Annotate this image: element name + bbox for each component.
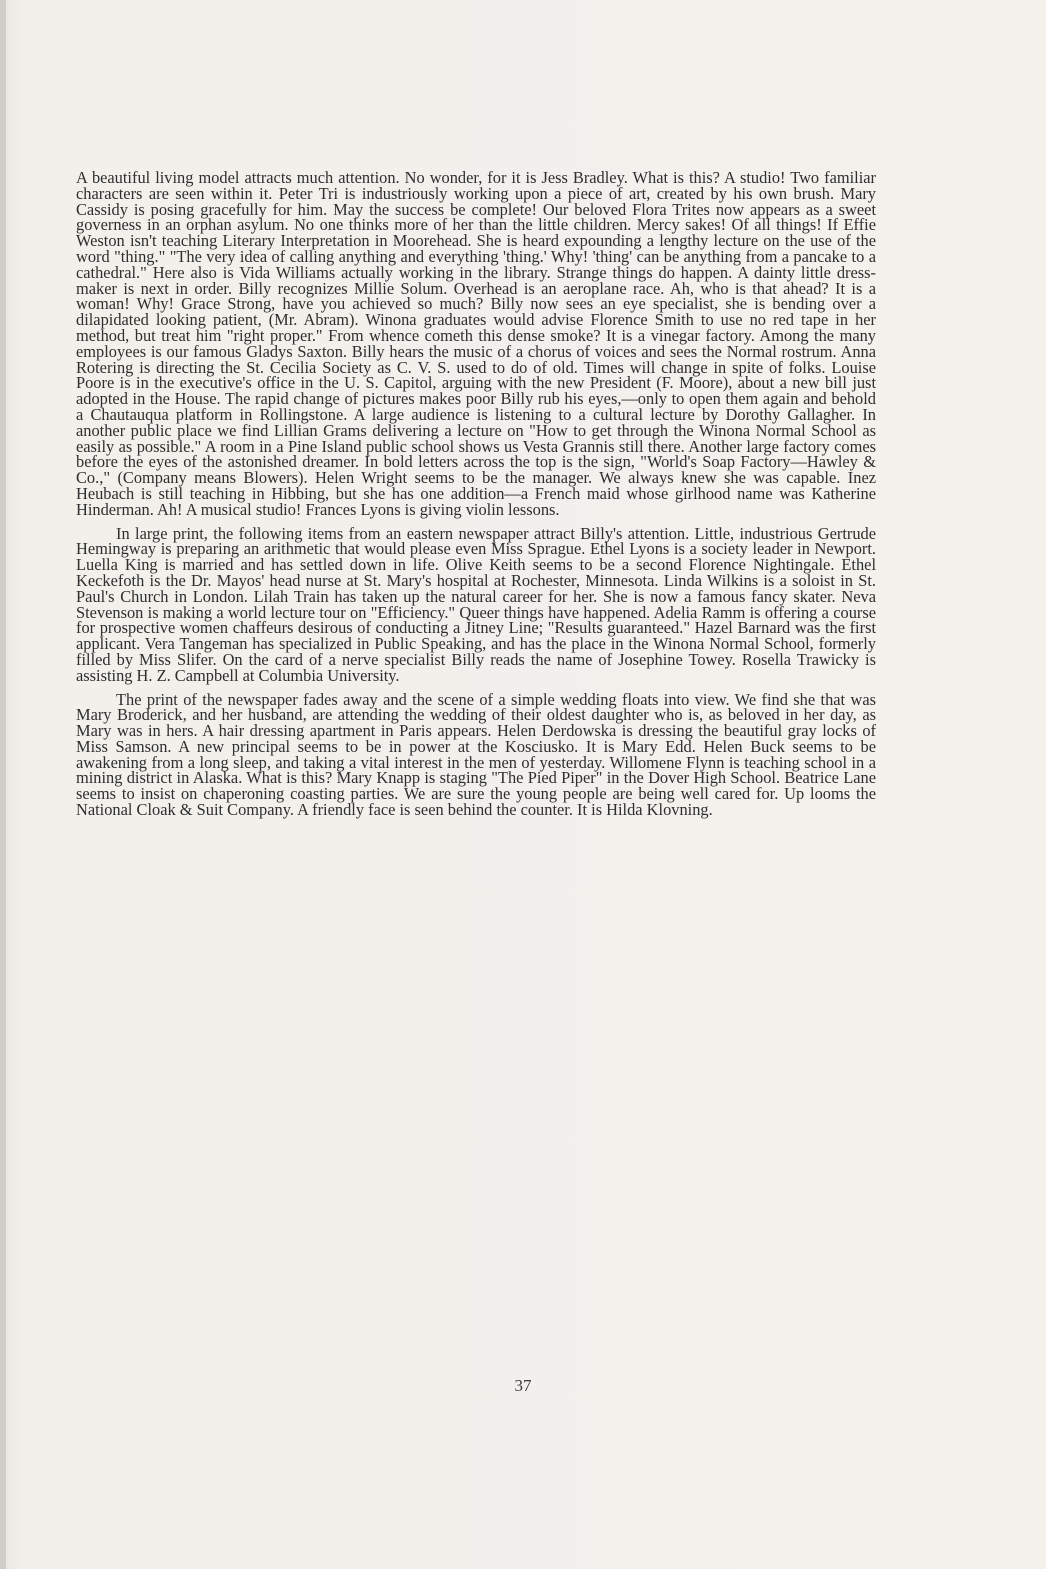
paragraph-2: In large print, the following items from an eastern newspaper attract Billy's attention. Little, industrious Gertrude Hemingway is preparing an arithmetic that would please even Miss Sprague. Ethel Lyons is a society leader in Newport. Luella King is married and has settled down in life. Olive Keith seems to be a second Florence Nightingale. Ethel Keckefoth is the Dr. Mayos' head nurse at St. Mary's hospital at Rochester, Minnesota. Linda Wilkins is a soloist in St. Paul's Church in London. Lilah Train has taken up the natural career for her. She is now a famous fancy skater. Neva Stevenson is making a world lecture tour on "Efficiency." Queer things have happened. Adelia Ramm is offering a course for prospective women chaffeurs desirous of conducting a Jitney Line; "Results guaranteed." Hazel Barnard was the first applicant. Vera Tangeman has specialized in Public Speaking, and has the place in the Winona Normal School, formerly filled by Miss Slifer. On the card of a nerve specialist Billy reads the name of Josephine Towey. Rosella Trawicky is assisting H. Z. Campbell at Columbia University.: [76, 523, 876, 685]
page-binding-edge: [0, 0, 6, 1569]
paragraph-3: The print of the newspaper fades away and the scene of a simple wedding floats into view. We find she that was Mary Broderick, and her husband, are attending the wedding of their oldest daughter who is, as beloved in her day, as Mary was in hers. A hair dressing apartment in Paris appears. Helen Derdowska is dressing the beautiful gray locks of Miss Samson. A new principal seems to be in power at the Kosciusko. It is Mary Edd. Helen Buck seems to be awakening from a long sleep, and taking a vital interest in the men of yesterday. Willomene Flynn is teaching school in a mining district in Alaska. What is this? Mary Knapp is staging "The Pied Piper" in the Dover High School. Beatrice Lane seems to insist on chaperoning coasting parties. We are sure the young people are being well cared for. Up looms the National Cloak & Suit Company. A friendly face is seen behind the counter. It is Hilda Klovning.: [76, 689, 876, 820]
paragraph-1: A beautiful living model attracts much attention. No wonder, for it is Jess Bradley. What is this? A studio! Two familiar characters are seen within it. Peter Tri is industriously working upon a piece of art, created by his own brush. Mary Cassidy is posing gracefully for him. May the success be complete! Our beloved Flora Trites now appears as a sweet governess in an orphan asylum. No one thinks more of her than the little children. Mercy sakes! Of all things! If Effie Weston isn't teaching Literary Interpretation in Moorehead. She is heard expounding a lengthy lecture on the use of the word "thing." "The very idea of calling anything and everything 'thing.' Why! 'thing' can be anything from a pancake to a cathedral." Here also is Vida Williams actually working in the library. Strange things do happen. A dainty little dress-maker is next in order. Billy recognizes Millie Solum. Overhead is an aeroplane race. Ah, who is that ahead? It is a woman! Why! Grace Strong, have you achieved so much? Billy now sees an eye specialist, she is bending over a dilapidated looking patient, (Mr. Abram). Winona graduates would advise Florence Smith to use no red tape in her method, but treat him "right proper." From whence cometh this dense smoke? It is a vinegar factory. Among the many employees is our famous Gladys Saxton. Billy hears the music of a chorus of voices and sees the Normal rostrum. Anna Rotering is directing the St. Cecilia Society as C. V. S. used to do of old. Times will change in spite of folks. Louise Poore is in the executive's office in the U. S. Capitol, arguing with the new President (F. Moore), about a new bill just adopted in the House. The rapid change of pictures makes poor Billy rub his eyes,—only to open them again and behold a Chautauqua platform in Rollingstone. A large audience is listening to a cultural lecture by Dorothy Gallagher. In another public place we find Lillian Grams delivering a lecture on "How to get through the Winona Normal School as easily as possible." A room in a Pine Island public school shows us Vesta Grannis still there. Another large factory comes before the eyes of the astonished dreamer. In bold letters across the top is the sign, "World's Soap Factory—Hawley & Co.," (Company means Blowers). Helen Wright seems to be the manager. We always knew she was capable. Inez Heubach is still teaching in Hibbing, but she has one addition—a French maid whose girlhood name was Katherine Hinderman. Ah! A musical studio! Frances Lyons is giving violin lessons.: [76, 168, 876, 519]
page-number: 37: [514, 1376, 532, 1395]
article-body: [76, 170, 876, 818]
